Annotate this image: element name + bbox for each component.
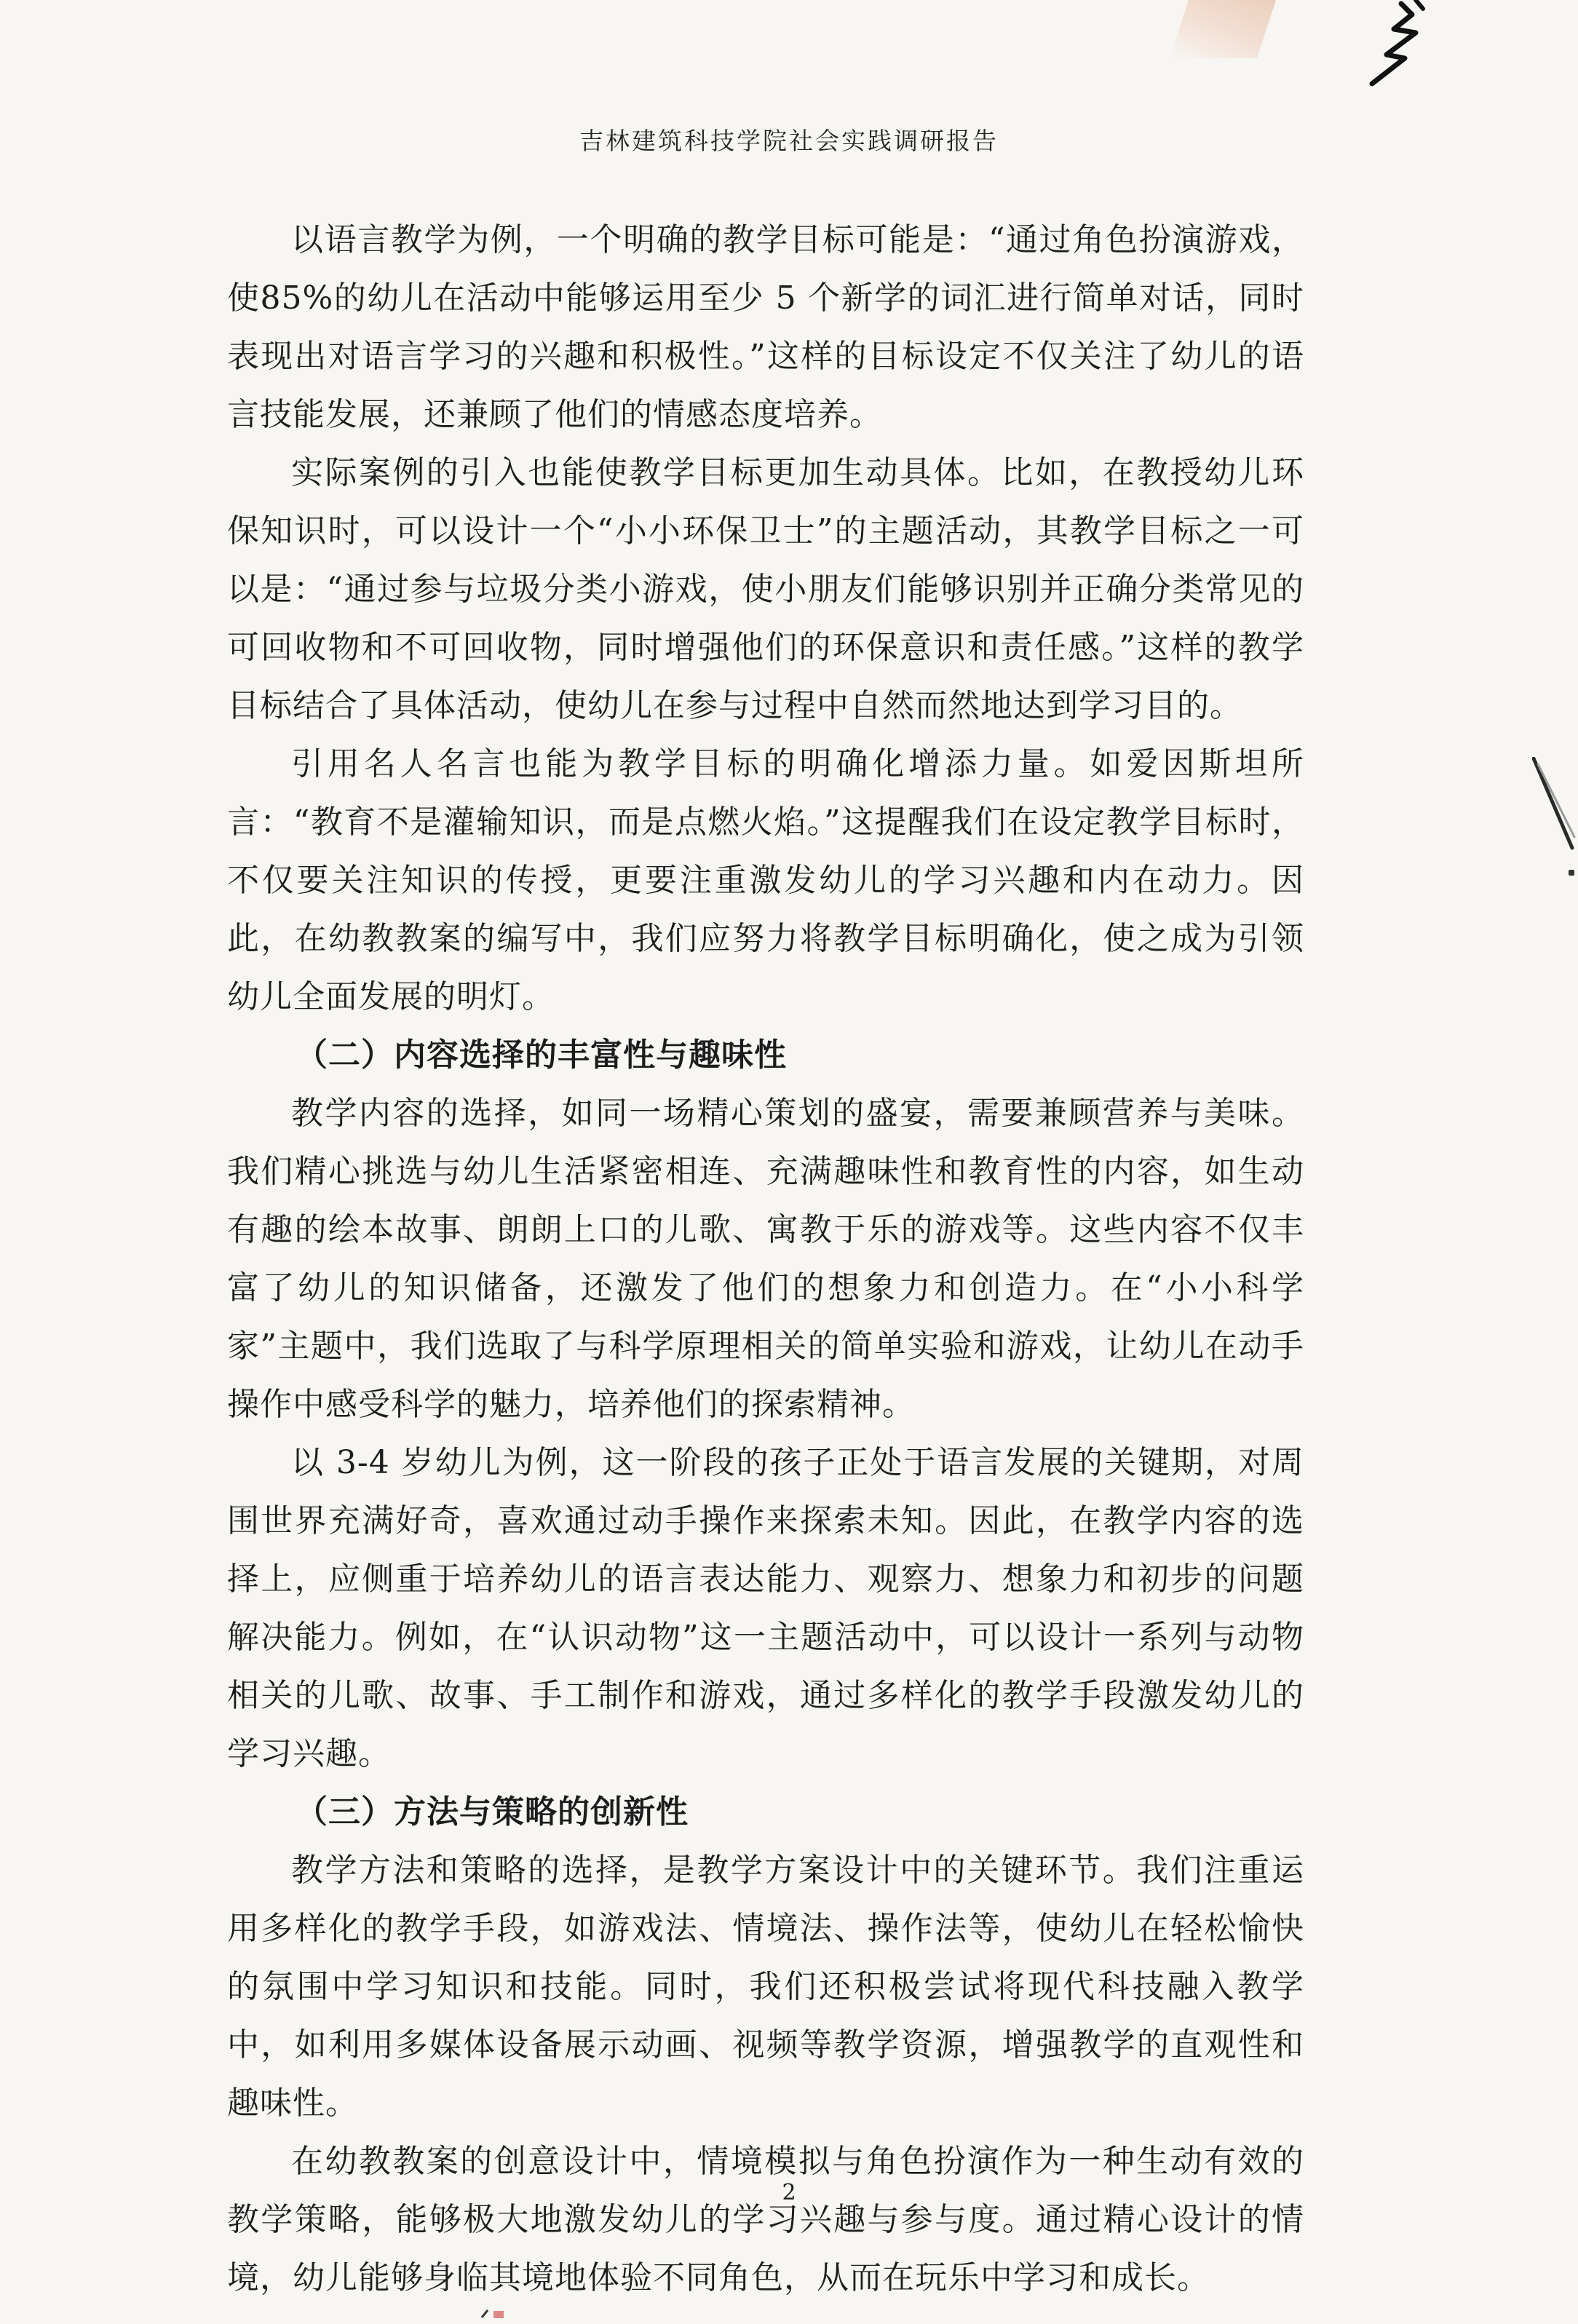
margin-dot: [1569, 870, 1574, 876]
paragraph-content-selection: 教学内容的选择，如同一场精心策划的盛宴，需要兼顾营养与美味。我们精心挑选与幼儿生活紧密相连、充满趣味性和教育性的内容，如生动有趣的绘本故事、朗朗上口的儿歌、寓教于乐的游戏等。这些内容不仅丰富了幼儿的知识储备，还激发了他们的想象力和创造力。在“小小科学家”主题中，我们选取了与科学原理相关的简单实验和游戏，让幼儿在动手操作中感受科学的魅力，培养他们的探索精神。: [227, 1095, 1304, 1423]
section-heading-content-selection: （二）内容选择的丰富性与趣味性: [296, 1036, 787, 1074]
page-number: 2: [782, 2180, 796, 2205]
report-body: [227, 211, 1304, 2307]
margin-pen-mark-icon: [1532, 757, 1576, 852]
corner-stain: [1170, 0, 1276, 58]
paragraph-role-play: 在幼教教案的创意设计中，情境模拟与角色扮演作为一种生动有效的教学策略，能够极大地激发幼儿的学习兴趣与参与度。通过精心设计的情境，幼儿能够身临其境地体验不同角色，从而在玩乐中学习和成长。: [227, 2143, 1304, 2296]
paragraph-teaching-methods: 教学方法和策略的选择，是教学方案设计中的关键环节。我们注重运用多样化的教学手段，如游戏法、情境法、操作法等，使幼儿在轻松愉快的氛围中学习知识和技能。同时，我们还积极尝试将现代科技融入教学中，如利用多媒体设备展示动画、视频等教学资源，增强教学的直观性和趣味性。: [227, 1852, 1304, 2122]
bottom-edge-mark-icon: [480, 2309, 510, 2319]
paragraph-age-example: 以 3-4 岁幼儿为例，这一阶段的孩子正处于语言发展的关键期，对周围世界充满好奇，喜欢通过动手操作来探索未知。因此，在教学内容的选择上，应侧重于培养幼儿的语言表达能力、观察力、想象力和初步的问题解决能力。例如，在“认识动物”这一主题活动中，可以设计一系列与动物相关的儿歌、故事、手工制作和游戏，通过多样化的教学手段激发幼儿的学习兴趣。: [227, 1444, 1304, 1772]
handwriting-scribble-icon: [1343, 0, 1430, 95]
paragraph-case-example: 实际案例的引入也能使教学目标更加生动具体。比如，在教授幼儿环保知识时，可以设计一个“小小环保卫士”的主题活动，其教学目标之一可以是：“通过参与垃圾分类小游戏，使小朋友们能够识别并正确分类常见的可回收物和不可回收物，同时增强他们的环保意识和责任感。”这样的教学目标结合了具体活动，使幼儿在参与过程中自然而然地达到学习目的。: [227, 454, 1304, 724]
report-header: 吉林建筑科技学院社会实践调研报告: [579, 127, 999, 155]
section-heading-method-innovation: （三）方法与策略的创新性: [296, 1793, 689, 1831]
paragraph-language-example: 以语言教学为例，一个明确的教学目标可能是：“通过角色扮演游戏，使85%的幼儿在活动中能够运用至少 5 个新学的词汇进行简单对话，同时表现出对语言学习的兴趣和积极性。”这样的目标设定不仅关注了幼儿的语言技能发展，还兼顾了他们的情感态度培养。: [227, 221, 1304, 433]
paragraph-quote-example: 引用名人名言也能为教学目标的明确化增添力量。如爱因斯坦所言：“教育不是灌输知识，而是点燃火焰。”这提醒我们在设定教学目标时，不仅要关注知识的传授，更要注重激发幼儿的学习兴趣和内在动力。因此，在幼教教案的编写中，我们应努力将教学目标明确化，使之成为引领幼儿全面发展的明灯。: [227, 745, 1304, 1015]
